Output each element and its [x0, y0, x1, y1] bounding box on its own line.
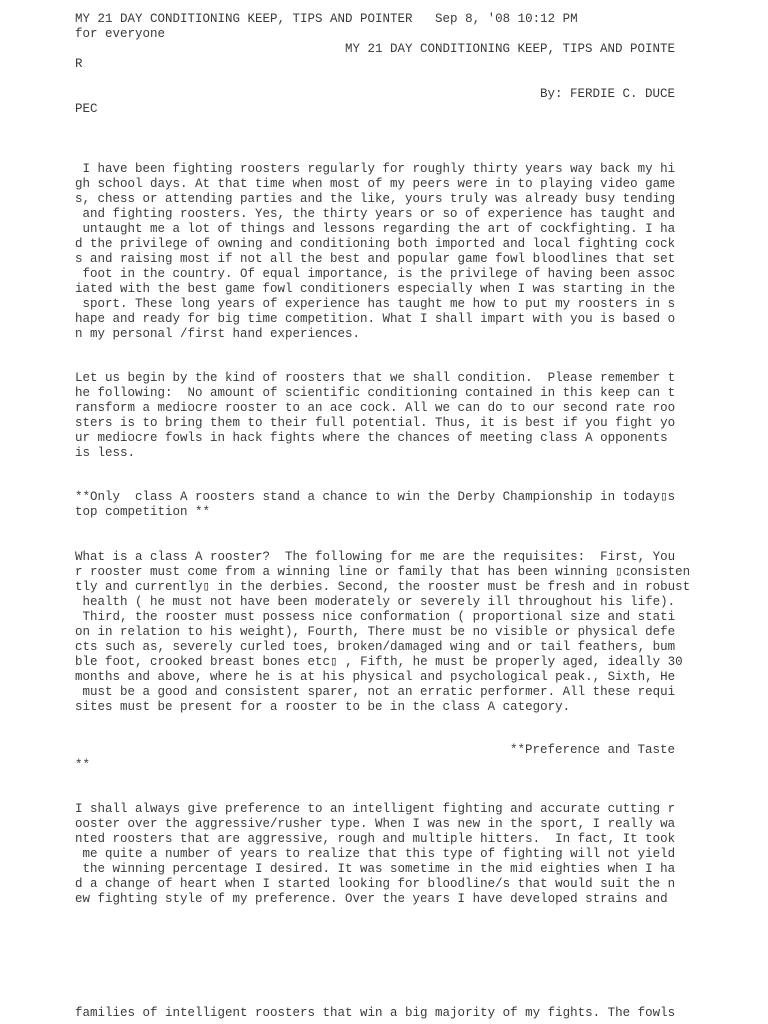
text-line: me quite a number of years to realize that this type of fighting will not yield — [75, 847, 676, 861]
text-line: **Only class A roosters stand a chance to win the Derby Championship in today▯s — [75, 490, 676, 504]
text-line: ransform a mediocre rooster to an ace cock. All we can do to our second rate roo — [75, 401, 676, 415]
text-line: nted roosters that are aggressive, rough and multiple hitters. In fact, It took — [75, 832, 676, 846]
text-line: sites must be present for a rooster to be in the class A category. — [75, 700, 571, 714]
text-line: ooster over the aggressive/rusher type. When I was new in the sport, I really wa — [75, 817, 676, 831]
text-line: untaught me a lot of things and lessons regarding the art of cockfighting. I ha — [75, 222, 676, 236]
text-line: Third, the rooster must possess nice conformation ( proportional size and stati — [75, 610, 676, 624]
text-line: cts such as, severely curled toes, broken/damaged wing and or tail feathers, bum — [75, 640, 676, 654]
text-line: I shall always give preference to an intelligent fighting and accurate cutting r — [75, 802, 676, 816]
paragraph-3-emphasis — [75, 490, 675, 520]
paragraph-6 — [75, 1006, 675, 1021]
post-title-line: MY 21 DAY CONDITIONING KEEP, TIPS AND POINTER Sep 8, '08 10:12 PM — [75, 12, 578, 26]
text-line: on in relation to his weight), Fourth, There must be no visible or physical defe — [75, 625, 676, 639]
text-line: d a change of heart when I started looking for bloodline/s that would suit the n — [75, 877, 676, 891]
byline-author: By: FERDIE C. DUCE — [539, 87, 675, 101]
text-line: n my personal /first hand experiences. — [75, 327, 361, 341]
text-line: top competition ** — [75, 505, 211, 519]
text-line: foot in the country. Of equal importance, is the privilege of having been assoc — [75, 267, 676, 281]
paragraph-1 — [75, 162, 675, 342]
text-line: he following: No amount of scientific conditioning contained in this keep can t — [75, 386, 676, 400]
document-header — [75, 12, 675, 72]
text-line: ew fighting style of my preference. Over the years I have developed strains and — [75, 892, 668, 906]
paragraph-5 — [75, 802, 675, 907]
text-line: families of intelligent roosters that win a big majority of my fights. The fowls — [75, 1006, 676, 1020]
text-line: What is a class A rooster? The following for me are the requisites: First, You — [75, 550, 676, 564]
text-line: iated with the best game fowl conditioners especially when I was starting in the — [75, 282, 676, 296]
text-line: health ( he must not have been moderately or severely ill throughout his life). — [75, 595, 676, 609]
text-line: sters is to bring them to their full potential. Thus, it is best if you fight yo — [75, 416, 676, 430]
text-line: must be a good and consistent sparer, not an erratic performer. All these requi — [75, 685, 676, 699]
text-line: ur mediocre fowls in hack fights where the chances of meeting class A opponents — [75, 431, 668, 445]
section-heading-text: **Preference and Taste — [509, 743, 675, 757]
text-line: Let us begin by the kind of roosters that we shall condition. Please remember t — [75, 371, 676, 385]
paragraph-4 — [75, 550, 691, 715]
text-line: and fighting roosters. Yes, the thirty years or so of experience has taught and — [75, 207, 676, 221]
article-title: MY 21 DAY CONDITIONING KEEP, TIPS AND POINTE — [344, 42, 675, 56]
text-line: r rooster must come from a winning line or family that has been winning ▯consisten — [75, 565, 691, 579]
text-line: s, chess or attending parties and the like, yours truly was already busy tending — [75, 192, 676, 206]
text-line: sport. These long years of experience has taught me how to put my roosters in s — [75, 297, 676, 311]
text-line: the winning percentage I desired. It was sometime in the mid eighties when I ha — [75, 862, 676, 876]
text-line: s and raising most if not all the best and popular game fowl bloodlines that set — [75, 252, 676, 266]
text-line: tly and currently▯ in the derbies. Second, the rooster must be fresh and in robust — [75, 580, 691, 594]
byline — [75, 87, 675, 117]
text-line: months and above, where he is at his physical and psychological peak., Sixth, He — [75, 670, 676, 684]
text-line: hape and ready for big time competition. What I shall impart with you is based o — [75, 312, 676, 326]
article-title-wrap: R — [75, 57, 83, 71]
section-heading — [75, 743, 675, 773]
text-line: I have been fighting roosters regularly for roughly thirty years way back my hi — [75, 162, 676, 176]
audience-line: for everyone — [75, 27, 166, 41]
paragraph-2 — [75, 371, 675, 461]
byline-wrap: PEC — [75, 102, 98, 116]
section-heading-wrap: ** — [75, 758, 91, 772]
text-line: gh school days. At that time when most of my peers were in to playing video game — [75, 177, 676, 191]
text-line: ble foot, crooked breast bones etc▯ , Fifth, he must be properly aged, ideally 30 — [75, 655, 683, 669]
text-line: is less. — [75, 446, 136, 460]
text-line: d the privilege of owning and conditioning both imported and local fighting cock — [75, 237, 676, 251]
